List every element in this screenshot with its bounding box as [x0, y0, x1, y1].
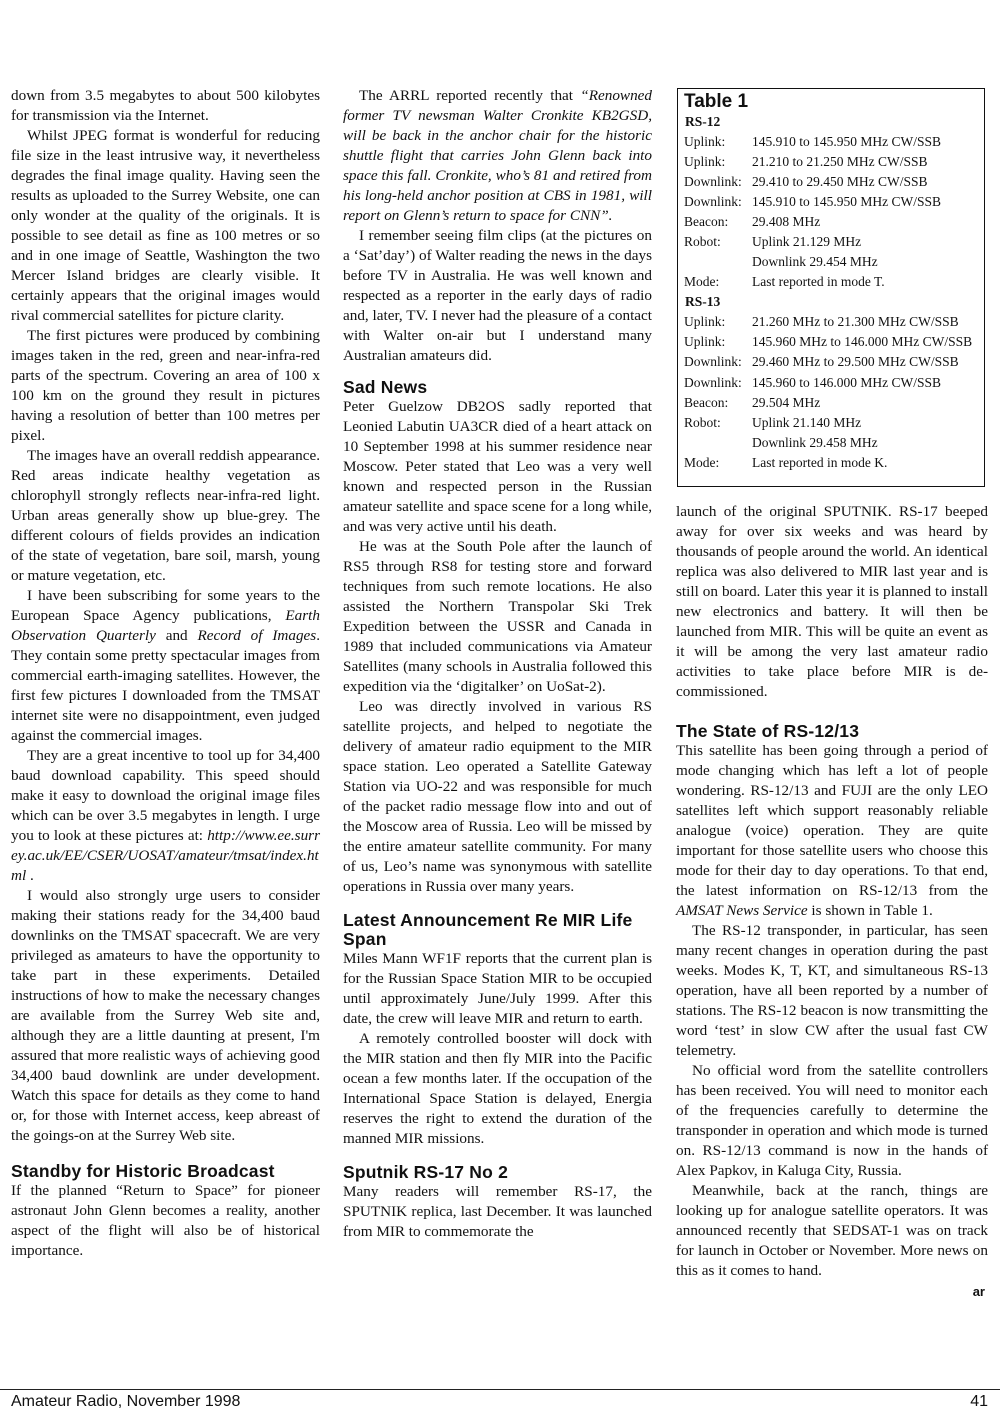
text-run: The ARRL reported recently that [359, 87, 581, 104]
row-label: Uplink: [684, 134, 726, 149]
heading-mir-life-span: Latest Announcement Re MIR Life Span [343, 910, 633, 949]
row-label: Robot: [684, 234, 721, 250]
paragraph: No official word from the satellite controllers has been received. You will need to monitor each of the frequencies carefully to determine the transponder in operation and which mode is turned on. RS-12/13 command is now in the hands of Alex Papkov, in Kaluga City, Russia. [676, 1062, 988, 1179]
publication-title: Record of Images [197, 627, 317, 644]
paragraph: Peter Guelzow DB2OS sadly reported that Leonied Labutin UA3CR died of a heart attack on 10 September 1998 at his summer residence near Moscow. Peter stated that Leo was a very well known and respected person in the Russian amateur satellite and space scene for a long while, and was very active until his death. [343, 398, 652, 535]
rs13-rows [684, 312, 978, 472]
paragraph: launch of the original SPUTNIK. RS-17 beeped away for over six weeks and was heard by thousands of people around the world. An identical replica was also delivered to MIR last year and is still on board. Later this year it is planned to install new electronics and battery. It will then be launched from MIR. This will be quite an event as it will be among the very last amateur radio activities to take place before MIR is de-commissioned. [676, 503, 988, 700]
table-row [684, 352, 978, 372]
paragraph [676, 741, 988, 921]
paragraph: He was at the South Pole after the launch of RS5 through RS8 for testing store and forward techniques from such remote locations. He also assisted the Northern Transpolar Ski Trek Expedition between the USSR and Canada in 1989 that included communications via Amateur Satellites (many schools in Australia followed this expedition via the ‘digitalker’ on UoSat-2). [343, 538, 652, 695]
heading-sputnik-rs17: Sputnik RS-17 No 2 [343, 1162, 509, 1182]
row-value: Downlink 29.454 MHz [752, 254, 878, 270]
paragraph: Miles Mann WF1F reports that the current plan is for the Russian Space Station MIR to be occupied until approximately June/July 1999. After this date, the crew will leave MIR and return to earth. [343, 950, 652, 1027]
table-row [684, 272, 978, 292]
row-value: Uplink 21.129 MHz [752, 234, 862, 250]
paragraph: The RS-12 transponder, in particular, has seen many recent changes in operation during the past weeks. Modes K, T, KT, and simultaneous RS-13 operation, have all been reported by a number of stations. The RS-12 beacon is now transmitting the word ‘test’ in slow CW after the usual fast CW telemetry. [676, 922, 988, 1059]
table-row [684, 332, 978, 352]
paragraph: I would also strongly urge users to consider making their stations ready for the 34,400 baud downlinks on the TMSAT spacecraft. We are very privileged as amateurs to have the opportunity to take part in these experiments. Detailed instructions of how to make the necessary changes are available from the Surrey Web site and, although they are a little daunting at present, I'm assured that more realistic ways of achieving good 34,400 baud downlink are under development. Watch this space for details as they come to hand or, for those with Internet access, keep abreast of the goings-on at the Surrey Web site. [11, 887, 320, 1144]
heading-standby-broadcast: Standby for Historic Broadcast [11, 1161, 275, 1181]
table-row [684, 132, 978, 152]
table-row [684, 212, 978, 232]
paragraph: The images have an overall reddish appearance. Red areas indicate healthy vegetation as chlorophyll strongly reflects near-infra-red light. Urban areas generally show up blue-grey. The different colours of fields provides an indication of the state of vegetation, bare soil, marsh, young or mature vegetation, etc. [11, 447, 320, 584]
text-run: . They contain some pretty spectacular images from commercial earth-imaging satellites. However, the first few pictures I downloaded from the TMSAT internet site were no disappointment, even judged against the commercial images. [11, 627, 320, 744]
end-mark: ar [972, 1284, 985, 1299]
text-run: This satellite has been going through a period of mode changing which has left a lot of people wondering. RS-12/13 and FUJI are the only LEO satellites left which support reasonably reliable analogue (voice) operation. They are quite important for those satellite users who choose this mode for their day to day operations. To that end, the latest information on RS-12/13 from the [676, 742, 988, 899]
row-value: 145.910 to 145.950 MHz CW/SSB [752, 194, 942, 210]
text-run: They are a great incentive to tool up for 34,400 baud download capability. This speed should make it easy to download the original image files which can be over 3.5 megabytes in length. I urge you to look at these pictures at: [11, 747, 320, 844]
row-label [684, 252, 752, 272]
row-value: Last reported in mode T. [752, 274, 885, 290]
paragraph [11, 586, 320, 746]
heading-sad-news: Sad News [343, 377, 428, 397]
table-row [684, 232, 978, 252]
row-value: Last reported in mode K. [752, 454, 888, 470]
table-row [684, 192, 978, 212]
row-label: Beacon: [684, 394, 729, 410]
row-label: Mode: [684, 274, 720, 290]
table-1-box [677, 88, 985, 487]
row-value: 145.910 to 145.950 MHz CW/SSB [752, 134, 942, 149]
paragraph: Many readers will remember RS-17, the SPUTNIK replica, last December. It was launched from MIR to commemorate the [343, 1183, 652, 1240]
table-row [684, 413, 978, 433]
text-run: is shown in Table 1. [807, 902, 933, 919]
row-value: Downlink 29.458 MHz [752, 434, 878, 450]
tmsat-url: http://www.ee.surrey.ac.uk/EE/CSER/UOSAT/amateur/tmsat/index.html [11, 827, 320, 884]
paragraph: A remotely controlled booster will dock with the MIR station and then fly MIR into the Pacific ocean a few months later. If the occupation of the International Space Station is delayed, Energia reserves the right to extend the duration of the manned MIR missions. [343, 1030, 652, 1147]
paragraph [343, 86, 652, 226]
row-label: Uplink: [684, 314, 726, 330]
row-label: Robot: [684, 414, 721, 430]
row-label: Uplink: [684, 154, 726, 170]
paragraph [11, 746, 320, 886]
row-value: 29.504 MHz [752, 394, 821, 410]
table-title: Table 1 [684, 91, 749, 112]
paragraph: Leo was directly involved in various RS satellite projects, and helped to negotiate the delivery of amateur radio equipment to the MIR space station. Leo operated a Satellite Gateway Station via UO-22 and was responsible for much of the packet radio message flow into and out of the Moscow area of Russia. Leo will be missed by the entire amateur satellite community. For many of us, Leo’s name was synonymous with satellite operations in Russia over many years. [343, 698, 652, 895]
publication-title: Earth Observation Quarterly [11, 607, 320, 644]
table-row [684, 453, 978, 473]
text-run: and [155, 627, 198, 644]
table-row [684, 312, 978, 332]
row-value: 21.210 to 21.250 MHz CW/SSB [752, 154, 928, 170]
row-value: 29.410 to 29.450 MHz CW/SSB [752, 174, 928, 190]
column-1 [11, 86, 320, 1261]
paragraph: I remember seeing film clips (at the pictures on a ‘Sat’day’) of Walter reading the news in the days before TV in Australia. He was well known and respected as a reporter in the early days of radio and, later, TV. I never had the pleasure of a contact with Walter on-air but I understand many Australian amateurs did. [343, 227, 652, 364]
row-label: Downlink: [684, 174, 742, 190]
text-run: I have been subscribing for some years to the European Space Agency publications, [11, 587, 320, 624]
table-row [684, 172, 978, 192]
paragraph: Whilst JPEG format is wonderful for reducing file size in the least intrusive way, it nevertheless degrades the final image quality. Having seen the results as uploaded to the Surrey Website, one can only wonder at the quality of the originals. It is possible to see detail as fine as 100 metres or so and in one image of Seattle, Washington the two Mercer Island bridges are clearly visible. It certainly appears that the original images would rival commercial satellites for picture clarity. [11, 127, 320, 324]
row-label: Downlink: [684, 194, 742, 210]
footer-rule [0, 1389, 1000, 1390]
rs12-rows [684, 132, 978, 292]
text-run: . [26, 867, 34, 884]
satellite-name-rs12: RS-12 [685, 114, 721, 129]
footer-publication: Amateur Radio, November 1998 [11, 1393, 241, 1410]
row-label: Uplink: [684, 334, 726, 350]
row-value: 145.960 MHz to 146.000 MHz CW/SSB [752, 334, 973, 350]
table-row [684, 152, 978, 172]
column-3 [676, 502, 988, 1299]
satellite-name-rs13: RS-13 [685, 294, 721, 310]
table-row [684, 252, 978, 272]
row-value: 29.408 MHz [752, 214, 821, 230]
row-label: Downlink: [684, 354, 742, 370]
paragraph: The first pictures were produced by combining images taken in the red, green and near-infra-red parts of the spectrum. Covering an area of 100 x 100 km on the ground they result in pictures having a resolution of better than 100 metres per pixel. [11, 327, 320, 444]
paragraph: If the planned “Return to Space” for pioneer astronaut John Glenn becomes a reality, another aspect of the flight will also be of historical importance. [11, 1182, 320, 1259]
row-label: Downlink: [684, 374, 742, 390]
row-value: 21.260 MHz to 21.300 MHz CW/SSB [752, 314, 959, 330]
table-row [684, 393, 978, 413]
quote: “Renowned former TV newsman Walter Cronkite KB2GSD, will be back in the anchor chair for the historic shuttle flight that carries John Glenn back into space this fall. Cronkite, who’s 81 and retired from his long-held anchor position at CBS in 1981, will report on Glenn’s return to space for CNN”. [343, 87, 652, 224]
row-value: Uplink 21.140 MHz [752, 414, 862, 430]
row-value: 145.960 to 146.000 MHz CW/SSB [752, 374, 942, 390]
publication-title: AMSAT News Service [676, 902, 808, 919]
table-row [684, 373, 978, 393]
row-value: 29.460 MHz to 29.500 MHz CW/SSB [752, 354, 959, 370]
row-label: Mode: [684, 454, 720, 470]
paragraph: down from 3.5 megabytes to about 500 kilobytes for transmission via the Internet. [11, 87, 320, 124]
row-label: Beacon: [684, 214, 729, 230]
paragraph: Meanwhile, back at the ranch, things are looking up for analogue satellite operators. It was announced recently that SEDSAT-1 was on track for launch in October or November. More news on this as it comes to hand. [676, 1182, 988, 1279]
column-2 [343, 86, 652, 1242]
page-number: 41 [970, 1393, 988, 1410]
heading-state-rs12-13: The State of RS-12/13 [676, 721, 860, 741]
table-row [684, 433, 978, 453]
row-label [684, 433, 752, 453]
